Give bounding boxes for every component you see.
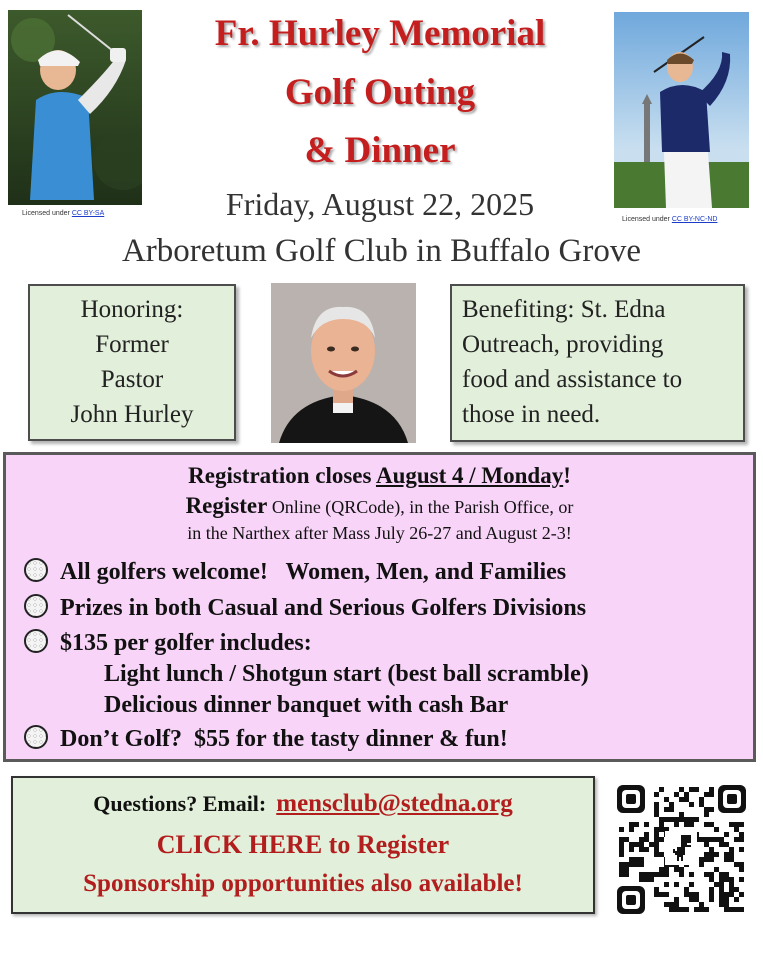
right-photo-license: Licensed under CC BY-NC-ND [622,216,718,223]
registration-masses: in the Narthex after Mass July 26-27 and August 2-3! [187,523,572,543]
honoring-box [28,284,236,441]
benefiting-box [450,284,745,442]
event-date: Friday, August 22, 2025 [225,186,535,222]
golf-ball-icon [24,594,48,618]
golf-ball-icon [24,558,48,582]
benefiting-line: those in need. [462,401,601,428]
fr-hurley-portrait [271,283,416,443]
bullet-price: $135 per golfer includes: [24,629,312,657]
registration-deadline: Registration closes August 4 / Monday! [188,463,571,488]
license-link-cc-by-sa[interactable]: CC BY-SA [71,210,105,217]
benefiting-line: Outreach, providing [462,331,664,358]
license-link-cc-by-nc-nd[interactable]: CC BY-NC-ND [671,216,718,223]
bullet-dinner-only: Don’t Golf? $55 for the tasty dinner & fun! [24,725,508,753]
event-venue: Arboretum Golf Club in Buffalo Grove [121,233,642,269]
golf-ball-icon [24,725,48,749]
registration-qr-code[interactable] [615,783,748,916]
deadline-date: August 4 / Monday [375,463,564,488]
female-golfer-photo [8,10,142,205]
benefiting-line: food and assistance to [462,366,683,393]
honoring-label: Honoring: [80,296,184,323]
email-link[interactable]: mensclub@stedna.org [276,790,513,817]
bullet-welcome: All golfers welcome! Women, Men, and Families [24,558,566,586]
title-line-1: Fr. Hurley Memorial [214,13,546,54]
golf-ball-icon [24,629,48,653]
questions-line: Questions? Email: mensclub@stedna.org [93,790,513,817]
honoree-name: John Hurley [70,401,194,428]
male-golfer-photo [614,12,749,208]
title-line-3: & Dinner [304,130,456,171]
bullet-prizes: Prizes in both Casual and Serious Golfers Divisions [24,594,586,622]
left-photo-license: Licensed under CC BY-SA [22,210,105,217]
honoring-line: Former [95,331,169,358]
title-line-2: Golf Outing [284,72,476,113]
honoring-line: Pastor [100,366,164,393]
price-includes-lunch: Light lunch / Shotgun start (best ball scramble) [104,661,589,687]
registration-panel [3,452,756,762]
sponsorship-text: Sponsorship opportunities also available! [83,870,523,897]
benefiting-line: Benefiting: St. Edna [462,296,666,323]
price-includes-dinner: Delicious dinner banquet with cash Bar [104,692,509,718]
contact-box [11,776,595,914]
register-link[interactable]: CLICK HERE to Register [156,830,450,859]
registration-methods: Register Online (QRCode), in the Parish Office, or [185,493,574,518]
